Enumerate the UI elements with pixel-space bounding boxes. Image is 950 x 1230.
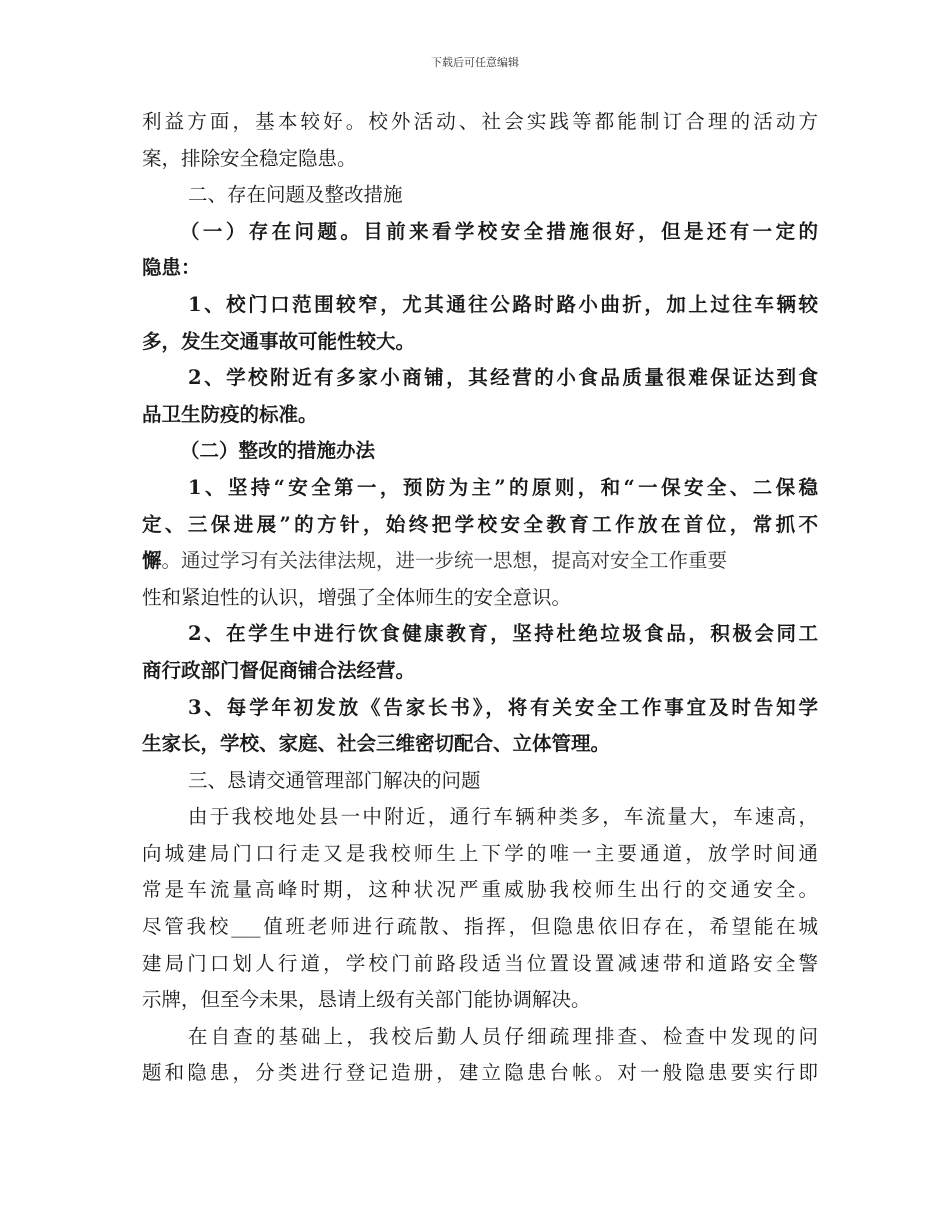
paragraph-line: 2、在学生中进行饮食健康教育，坚持杜绝垃圾食品，积极会同工 bbox=[188, 622, 818, 646]
paragraph-line: 定、三保进展”的方针，始终把学校安全教育工作放在首位，常抓不 bbox=[142, 512, 818, 536]
paragraph-line: 向城建局门口行走又是我校师生上下学的唯一主要通道，放学时间通 bbox=[142, 841, 818, 865]
paragraph-line: 尽管我校___值班老师进行疏散、指挥，但隐患依旧存在，希望能在城 bbox=[142, 915, 818, 939]
paragraph-line: 3、每学年初发放《告家长书》，将有关安全工作事宜及时告知学 bbox=[188, 695, 818, 719]
section-heading: 三、恳请交通管理部门解决的问题 bbox=[188, 768, 481, 792]
paragraph-line: 性和紧迫性的认识，增强了全体师生的安全意识。 bbox=[142, 585, 572, 609]
plain-fragment: 。通过学习有关法律法规，进一步统一思想，提高对安全工作重要 bbox=[161, 549, 728, 573]
paragraph-line: 商行政部门督促商铺合法经营。 bbox=[142, 658, 416, 682]
paragraph-line: 品卫生防疫的标准。 bbox=[142, 402, 318, 426]
paragraph-line bbox=[142, 543, 818, 580]
paragraph-line: 隐患： bbox=[142, 256, 201, 280]
page-header: 下载后可任意编辑 bbox=[431, 56, 519, 69]
paragraph-line: 题和隐患，分类进行登记造册，建立隐患台帐。对一般隐患要实行即 bbox=[142, 1061, 818, 1085]
paragraph-line: 利益方面，基本较好。校外活动、社会实践等都能制订合理的活动方 bbox=[142, 110, 818, 133]
paragraph-line: 建局门口划人行道，学校门前路段适当位置设置减速带和道路安全警 bbox=[142, 951, 818, 975]
section-heading: （二）整改的措施办法 bbox=[180, 439, 376, 463]
section-heading: 二、存在问题及整改措施 bbox=[188, 183, 403, 207]
paragraph-line: 1、坚持“安全第一，预防为主”的原则，和“一保安全、二保稳 bbox=[188, 475, 818, 499]
paragraph-line: 多，发生交通事故可能性较大。 bbox=[142, 329, 416, 353]
paragraph-line: 常是车流量高峰时期，这种状况严重威胁我校师生出行的交通安全。 bbox=[142, 878, 818, 902]
paragraph-line: 示牌，但至今未果，恳请上级有关部门能协调解决。 bbox=[142, 988, 591, 1012]
paragraph-line: 案，排除安全稳定隐患。 bbox=[142, 146, 357, 170]
bold-fragment: 懈 bbox=[142, 549, 162, 573]
paragraph-line: 由于我校地处县一中附近，通行车辆种类多，车流量大，车速高， bbox=[188, 805, 818, 829]
paragraph-line: 1、校门口范围较窄，尤其通往公路时路小曲折，加上过往车辆较 bbox=[188, 292, 818, 316]
paragraph-line: 生家长，学校、家庭、社会三维密切配合、立体管理。 bbox=[142, 732, 611, 756]
paragraph-line: 在自查的基础上，我校后勤人员仔细疏理排查、检查中发现的问 bbox=[188, 1024, 818, 1048]
body-text bbox=[142, 104, 818, 1092]
paragraph-line: 2、学校附近有多家小商铺，其经营的小食品质量很难保证达到食 bbox=[188, 366, 818, 390]
paragraph-line: （一）存在问题。目前来看学校安全措施很好，但是还有一定的 bbox=[180, 219, 818, 243]
